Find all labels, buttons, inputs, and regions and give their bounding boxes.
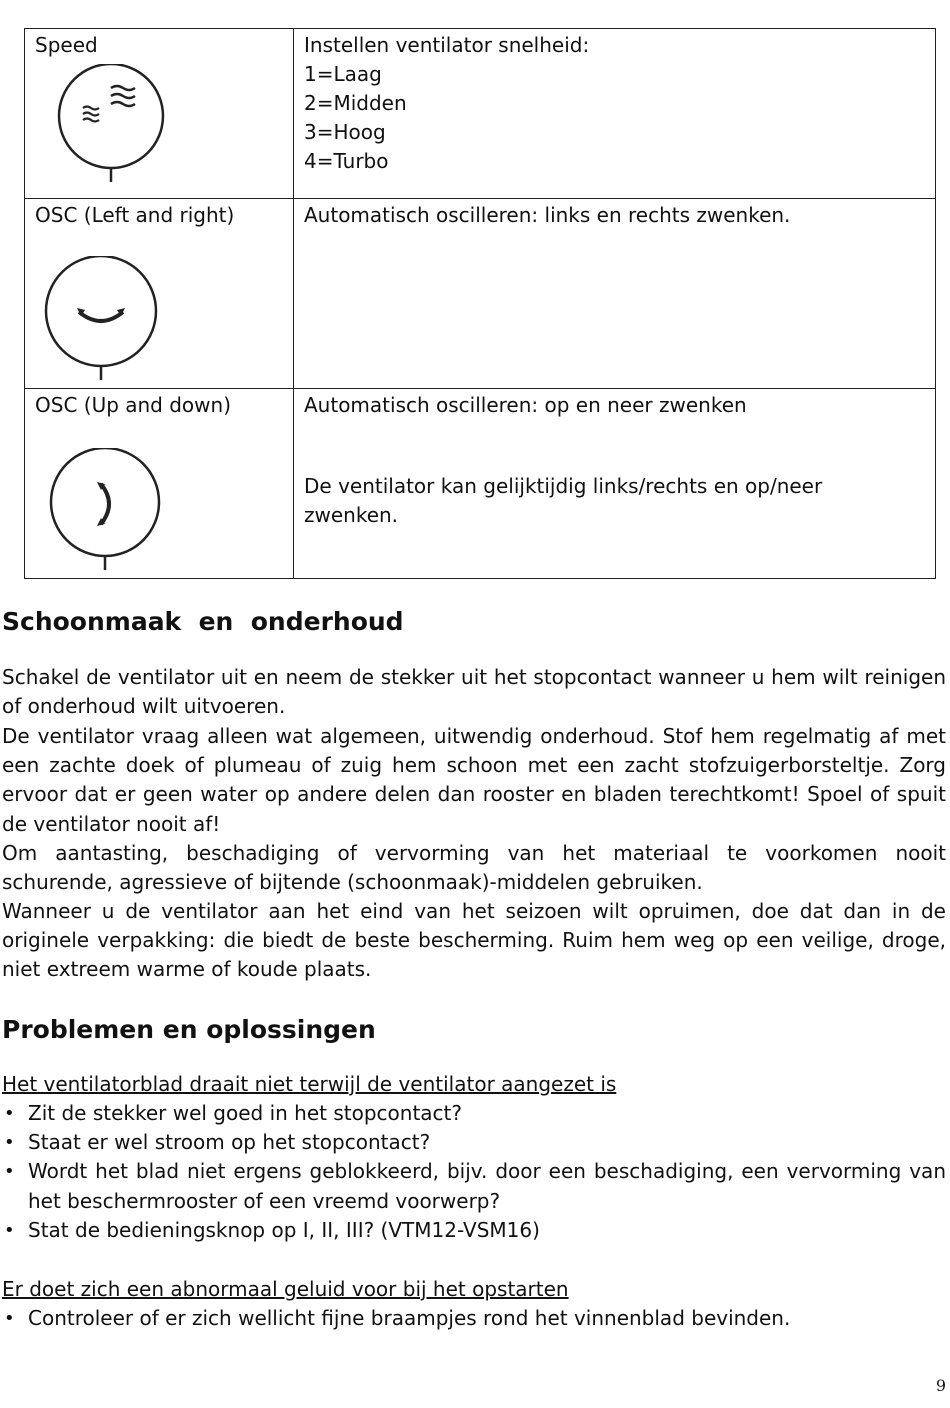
bullet-icon: • [4,1219,15,1241]
problem-heading: Het ventilatorblad draait niet terwijl de ventilator aangezet is [2,1072,617,1096]
list-item [0,1304,946,1333]
page-number: 9 [935,1376,946,1395]
list-item [0,1099,946,1128]
table-row [25,199,936,389]
list-item-text: Wordt het blad niet ergens geblokkeerd, bijv. door een beschadiging, een vervorming van het beschermrooster of een vreemd voorwerp? [28,1159,946,1213]
list-item-text: Controleer of er zich wellicht fijne braampjes rond het vinnenblad bevinden. [28,1306,791,1330]
function-table [24,28,936,579]
paragraph: Om aantasting, beschadiging of vervorming van het materiaal te voorkomen nooit schurende, agressieve of bijtende (schoonmaak)-middelen gebruiken. [2,841,946,895]
bullet-icon: • [4,1308,15,1329]
paragraph: De ventilator vraag alleen wat algemeen, uitwendig onderhoud. Stof hem regelmatig af met een zachte doek of plumeau of zuig hem schoon met een zacht stofzuigerborsteltje. Zorg ervoor dat er geen water op andere delen dan rooster en bladen terechtkomt! Spoel of spuit de ventilator nooit af! [2,724,946,836]
description-line: Automatisch oscilleren: op en neer zwenken [304,393,747,417]
table-cell-description [294,199,936,389]
bullet-icon: • [4,1161,15,1183]
oscillate-up-down-icon [49,448,169,570]
row-label: OSC (Left and right) [35,203,235,227]
table-cell-description [294,389,936,579]
table-row [25,389,936,579]
list-item-text: Zit de stekker wel goed in het stopcontact? [28,1101,463,1125]
list-item [0,1128,946,1157]
oscillate-left-right-icon [43,256,163,380]
description-line: 4=Turbo [304,149,389,173]
table-row [25,29,936,199]
list-item-text: Stat de bedieningsknop op I, II, III? (VTM12-VSM16) [28,1217,540,1242]
table-cell-label [25,29,294,199]
description-line: 2=Midden [304,91,407,115]
paragraph: Schakel de ventilator uit en neem de stekker uit het stopcontact wanneer u hem wilt reinigen of onderhoud wilt uitvoeren. [2,665,946,719]
description-line: Instellen ventilator snelheid: [304,33,590,57]
description-line: 3=Hoog [304,120,386,144]
row-label: Speed [35,33,98,57]
description-line: 1=Laag [304,62,382,86]
table-cell-label [25,389,294,579]
description-line: De ventilator kan gelijktijdig links/rechts en op/neer zwenken. [304,474,823,527]
fan-speed-icon [53,64,173,182]
section-heading-troubleshooting: Problemen en oplossingen [2,1015,376,1044]
bullet-list [0,1304,946,1333]
paragraph: Wanneer u de ventilator aan het eind van het seizoen wilt opruimen, doe dat dan in de originele verpakking: die biedt de beste bescherming. Ruim hem weg op een veilige, droge, niet extreem warme of koude plaats. [2,899,946,982]
table-cell-description [294,29,936,199]
table-cell-label [25,199,294,389]
problem-heading: Er doet zich een abnormaal geluid voor bij het opstarten [2,1277,569,1301]
row-label: OSC (Up and down) [35,393,232,417]
bullet-list [0,1099,946,1245]
section-heading-cleaning: Schoonmaak en onderhoud [2,607,404,636]
description-line: Automatisch oscilleren: links en rechts zwenken. [304,203,791,227]
list-item-text: Staat er wel stroom op het stopcontact? [28,1130,431,1155]
bullet-icon: • [4,1132,15,1154]
bullet-icon: • [4,1103,15,1124]
list-item [0,1216,946,1245]
list-item [0,1157,946,1215]
